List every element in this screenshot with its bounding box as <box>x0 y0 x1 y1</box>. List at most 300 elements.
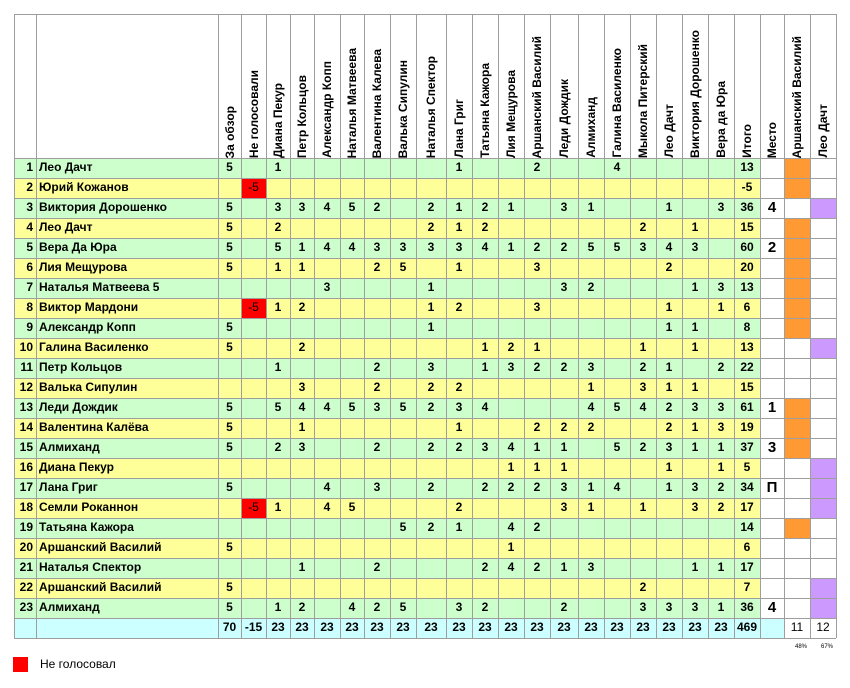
score-cell: 3 <box>290 438 314 458</box>
score-cell: 3 <box>416 358 446 378</box>
score-cell: 5 <box>340 498 364 518</box>
score-cell: 2 <box>416 438 446 458</box>
score-cell: 1 <box>630 338 656 358</box>
score-cell: 2 <box>416 398 446 418</box>
score-cell: 2 <box>472 478 498 498</box>
score-cell: 2 <box>524 358 550 378</box>
row-name: Алмиханд <box>36 438 218 458</box>
score-cell: 5 <box>218 218 241 238</box>
score-cell: 3 <box>682 598 708 618</box>
column-header-label: Мыкола Питерский <box>636 43 650 158</box>
row-number: 20 <box>14 538 36 558</box>
percent-left: 48% <box>795 644 808 650</box>
column-header-label: Галина Василенко <box>610 48 624 158</box>
score-cell: 4 <box>578 398 604 418</box>
score-cell: 2 <box>416 198 446 218</box>
column-header-label: Лео Дачт <box>662 104 676 158</box>
score-cell: 1 <box>656 478 682 498</box>
row-number: 3 <box>14 198 36 218</box>
score-cell: 1 <box>498 198 524 218</box>
score-cell: 5 <box>218 578 241 598</box>
total-cell: 13 <box>734 158 760 178</box>
score-cell: 1 <box>498 458 524 478</box>
score-cell: 3 <box>446 398 472 418</box>
footer-total: 23 <box>524 618 550 638</box>
score-cell: 3 <box>266 198 290 218</box>
score-cell: 4 <box>498 518 524 538</box>
place-cell: П <box>760 478 784 498</box>
score-cell: 2 <box>524 518 550 538</box>
footer-total: 70 <box>218 618 241 638</box>
score-cell: 1 <box>708 598 734 618</box>
footer-total: -15 <box>241 618 266 638</box>
score-cell: 2 <box>656 258 682 278</box>
row-number: 1 <box>14 158 36 178</box>
place-cell: 1 <box>760 398 784 418</box>
score-cell: 3 <box>290 198 314 218</box>
score-cell: 2 <box>550 598 578 618</box>
column-header-label: Вера да Юра <box>714 81 728 158</box>
score-cell: 2 <box>290 338 314 358</box>
score-cell: 4 <box>314 198 340 218</box>
score-cell: 2 <box>630 218 656 238</box>
score-cell: 1 <box>682 218 708 238</box>
row-number: 22 <box>14 578 36 598</box>
footer-total: 11 <box>784 618 810 638</box>
score-cell: 2 <box>708 478 734 498</box>
row-name: Наталья Матвеева 5 <box>36 278 218 298</box>
score-cell: 1 <box>472 338 498 358</box>
score-cell: 1 <box>656 458 682 478</box>
row-number: 10 <box>14 338 36 358</box>
score-cell: 2 <box>472 198 498 218</box>
score-cell: 1 <box>656 318 682 338</box>
score-cell: 1 <box>682 278 708 298</box>
score-cell: 4 <box>656 238 682 258</box>
score-cell: 2 <box>550 238 578 258</box>
score-cell: 4 <box>340 238 364 258</box>
row-number: 13 <box>14 398 36 418</box>
score-cell: 3 <box>446 238 472 258</box>
footer-total: 23 <box>446 618 472 638</box>
footer-total: 23 <box>578 618 604 638</box>
score-cell: 1 <box>498 538 524 558</box>
column-header-label: Наталья Спектор <box>424 55 438 158</box>
score-cell: 2 <box>416 478 446 498</box>
footer-total: 23 <box>266 618 290 638</box>
score-cell: 2 <box>524 478 550 498</box>
footer-total: 23 <box>604 618 630 638</box>
footer-total: 23 <box>708 618 734 638</box>
score-cell: 1 <box>550 438 578 458</box>
legend-red-swatch <box>13 657 28 672</box>
column-header-label: Валька Сипулин <box>396 59 410 158</box>
score-cell: 3 <box>446 598 472 618</box>
score-cell: 2 <box>416 218 446 238</box>
row-number: 4 <box>14 218 36 238</box>
score-cell: 3 <box>290 378 314 398</box>
score-cell: 3 <box>578 358 604 378</box>
row-number: 8 <box>14 298 36 318</box>
score-cell: 3 <box>708 418 734 438</box>
total-cell: 15 <box>734 218 760 238</box>
score-cell: 1 <box>416 278 446 298</box>
score-cell: 2 <box>290 598 314 618</box>
column-header-label: Лана Григ <box>452 99 466 158</box>
footer-total: 23 <box>390 618 416 638</box>
score-cell: 3 <box>656 598 682 618</box>
column-header-label: Лия Мещурова <box>504 70 518 158</box>
score-cell: 1 <box>656 378 682 398</box>
row-name: Лия Мещурова <box>36 258 218 278</box>
score-cell: 1 <box>578 478 604 498</box>
total-cell: 17 <box>734 558 760 578</box>
score-cell: 2 <box>266 218 290 238</box>
row-number: 18 <box>14 498 36 518</box>
score-cell: 3 <box>550 498 578 518</box>
score-cell: 5 <box>218 198 241 218</box>
score-cell: 1 <box>524 338 550 358</box>
score-cell: 1 <box>682 318 708 338</box>
score-cell: 2 <box>472 598 498 618</box>
legend-label: Не голосовал <box>40 657 116 671</box>
score-cell: 3 <box>364 238 390 258</box>
score-cell: 3 <box>524 298 550 318</box>
score-cell: 5 <box>218 418 241 438</box>
total-cell: 37 <box>734 438 760 458</box>
row-name: Семли Роканнон <box>36 498 218 518</box>
score-cell: 5 <box>218 538 241 558</box>
score-cell: 2 <box>364 558 390 578</box>
score-cell: 5 <box>218 238 241 258</box>
row-name: Петр Кольцов <box>36 358 218 378</box>
score-cell: 5 <box>390 258 416 278</box>
score-cell: 3 <box>578 558 604 578</box>
score-cell: -5 <box>241 498 266 518</box>
score-cell: 3 <box>550 278 578 298</box>
score-cell: 2 <box>498 478 524 498</box>
score-cell: 3 <box>682 238 708 258</box>
score-cell: 1 <box>550 558 578 578</box>
score-cell: 2 <box>630 578 656 598</box>
score-cell: 1 <box>290 558 314 578</box>
score-cell: 1 <box>290 238 314 258</box>
score-cell: 1 <box>446 218 472 238</box>
score-cell: 2 <box>364 378 390 398</box>
column-header-label: Аршанский Василий <box>790 35 804 158</box>
total-cell: 20 <box>734 258 760 278</box>
place-cell: 3 <box>760 438 784 458</box>
score-cell: 2 <box>364 198 390 218</box>
total-cell: 36 <box>734 198 760 218</box>
column-header-label: Диана Пекур <box>271 82 285 158</box>
score-cell: 1 <box>416 298 446 318</box>
score-cell: 4 <box>498 558 524 578</box>
column-header-label: Лео Дачт <box>816 104 830 158</box>
total-cell: 7 <box>734 578 760 598</box>
score-cell: 2 <box>578 418 604 438</box>
score-cell: 1 <box>656 298 682 318</box>
total-cell: 19 <box>734 418 760 438</box>
score-cell: 1 <box>708 458 734 478</box>
score-cell: 2 <box>656 418 682 438</box>
column-header-label: Виктория Дорошенко <box>688 30 702 158</box>
score-cell: 2 <box>524 238 550 258</box>
total-cell: 17 <box>734 498 760 518</box>
score-cell: 4 <box>604 158 630 178</box>
score-cell: 1 <box>682 558 708 578</box>
score-cell: 5 <box>604 238 630 258</box>
score-cell: 1 <box>708 558 734 578</box>
row-number: 5 <box>14 238 36 258</box>
row-name: Диана Пекур <box>36 458 218 478</box>
score-cell: 2 <box>416 518 446 538</box>
score-cell: 3 <box>656 438 682 458</box>
score-cell: 4 <box>630 398 656 418</box>
score-cell: 1 <box>656 198 682 218</box>
column-header-label: Леди Дождик <box>557 79 571 158</box>
score-cell: 1 <box>416 318 446 338</box>
score-cell: 1 <box>266 498 290 518</box>
score-cell: 3 <box>630 378 656 398</box>
score-cell: 2 <box>446 378 472 398</box>
row-name: Валька Сипулин <box>36 378 218 398</box>
total-cell: 60 <box>734 238 760 258</box>
score-cell: 2 <box>708 498 734 518</box>
score-cell: 5 <box>218 158 241 178</box>
score-cell: -5 <box>241 298 266 318</box>
footer-total: 23 <box>314 618 340 638</box>
score-cell: 1 <box>446 258 472 278</box>
row-number: 9 <box>14 318 36 338</box>
score-cell: 2 <box>364 438 390 458</box>
score-cell: 2 <box>446 498 472 518</box>
score-cell: 1 <box>290 258 314 278</box>
row-name: Лана Григ <box>36 478 218 498</box>
score-cell: 2 <box>364 258 390 278</box>
score-cell: 1 <box>578 198 604 218</box>
score-cell: 5 <box>390 398 416 418</box>
footer-total: 23 <box>550 618 578 638</box>
score-cell: 1 <box>708 298 734 318</box>
score-cell: 2 <box>364 598 390 618</box>
score-cell: 3 <box>682 478 708 498</box>
score-cell: 1 <box>498 238 524 258</box>
row-number: 14 <box>14 418 36 438</box>
score-cell: 5 <box>218 598 241 618</box>
row-name: Виктория Дорошенко <box>36 198 218 218</box>
footer-total: 23 <box>340 618 364 638</box>
column-header-label: Александр Копп <box>320 61 334 158</box>
score-cell: 3 <box>314 278 340 298</box>
score-cell: 2 <box>446 298 472 318</box>
place-cell: 4 <box>760 598 784 618</box>
score-cell: 2 <box>364 358 390 378</box>
score-cell: 4 <box>498 438 524 458</box>
score-cell: 2 <box>550 418 578 438</box>
score-cell: 2 <box>290 298 314 318</box>
score-cell: 4 <box>314 478 340 498</box>
place-cell: 2 <box>760 238 784 258</box>
score-cell: 1 <box>682 438 708 458</box>
score-cell: 1 <box>524 438 550 458</box>
percent-right: 67% <box>821 644 834 650</box>
score-cell: 1 <box>630 498 656 518</box>
score-cell: 1 <box>446 518 472 538</box>
row-name: Юрий Кожанов <box>36 178 218 198</box>
score-cell: 1 <box>266 598 290 618</box>
row-name: Аршанский Василий <box>36 578 218 598</box>
score-cell: 1 <box>266 358 290 378</box>
score-cell: 3 <box>364 398 390 418</box>
score-cell: 4 <box>340 598 364 618</box>
row-name: Александр Копп <box>36 318 218 338</box>
column-header-label: Наталья Матвеева <box>345 47 359 158</box>
row-number: 23 <box>14 598 36 618</box>
footer-total: 469 <box>734 618 760 638</box>
column-header-label: Итого <box>740 124 754 158</box>
score-cell: 1 <box>446 418 472 438</box>
score-cell: 3 <box>416 238 446 258</box>
total-cell: 13 <box>734 278 760 298</box>
score-cell: 1 <box>682 418 708 438</box>
score-cell: 5 <box>218 438 241 458</box>
score-cell: 2 <box>446 438 472 458</box>
row-name: Аршанский Василий <box>36 538 218 558</box>
score-cell: 5 <box>578 238 604 258</box>
total-cell: -5 <box>734 178 760 198</box>
row-number: 2 <box>14 178 36 198</box>
score-cell: -5 <box>241 178 266 198</box>
score-cell: 2 <box>416 378 446 398</box>
score-cell: 2 <box>524 558 550 578</box>
score-cell: 1 <box>446 158 472 178</box>
score-cell: 2 <box>524 418 550 438</box>
column-header-label: Не голосовали <box>246 69 261 158</box>
column-header-label: За обзор <box>222 105 237 158</box>
row-name: Валентина Калёва <box>36 418 218 438</box>
score-cell: 1 <box>578 378 604 398</box>
row-name: Леди Дождик <box>36 398 218 418</box>
score-cell: 2 <box>630 358 656 378</box>
score-cell: 5 <box>218 478 241 498</box>
score-cell: 1 <box>290 418 314 438</box>
footer-total: 23 <box>656 618 682 638</box>
score-cell: 1 <box>578 498 604 518</box>
row-number: 15 <box>14 438 36 458</box>
footer-total: 23 <box>472 618 498 638</box>
row-name: Галина Василенко <box>36 338 218 358</box>
score-cell: 3 <box>708 198 734 218</box>
score-cell: 2 <box>472 218 498 238</box>
total-cell: 8 <box>734 318 760 338</box>
total-cell: 61 <box>734 398 760 418</box>
score-cell: 3 <box>682 398 708 418</box>
score-cell: 3 <box>364 478 390 498</box>
footer-total: 12 <box>810 618 836 638</box>
footer-total: 23 <box>682 618 708 638</box>
score-cell: 5 <box>340 398 364 418</box>
column-header-label: Татьяна Кажора <box>478 63 492 158</box>
score-cell: 2 <box>472 558 498 578</box>
score-cell: 5 <box>218 258 241 278</box>
score-cell: 5 <box>340 198 364 218</box>
score-cell: 5 <box>390 598 416 618</box>
total-cell: 34 <box>734 478 760 498</box>
score-cell: 3 <box>682 498 708 518</box>
score-cell: 2 <box>266 438 290 458</box>
row-name: Алмиханд <box>36 598 218 618</box>
row-name: Вера Да Юра <box>36 238 218 258</box>
footer-total: 23 <box>630 618 656 638</box>
row-name: Лео Дачт <box>36 158 218 178</box>
place-cell: 4 <box>760 198 784 218</box>
score-cell: 1 <box>682 338 708 358</box>
score-cell: 2 <box>630 438 656 458</box>
column-header-label: Алмиханд <box>584 97 598 158</box>
total-cell: 14 <box>734 518 760 538</box>
total-cell: 6 <box>734 538 760 558</box>
score-cell: 4 <box>472 238 498 258</box>
score-cell: 4 <box>314 498 340 518</box>
score-cell: 1 <box>472 358 498 378</box>
score-cell: 3 <box>550 198 578 218</box>
column-header-label: Валентина Калева <box>370 48 384 158</box>
score-cell: 1 <box>524 458 550 478</box>
score-cell: 2 <box>524 158 550 178</box>
score-cell: 3 <box>498 358 524 378</box>
score-cell: 4 <box>314 398 340 418</box>
score-cell: 2 <box>550 358 578 378</box>
score-cell: 4 <box>314 238 340 258</box>
row-name: Наталья Спектор <box>36 558 218 578</box>
score-cell: 5 <box>218 318 241 338</box>
footer-total: 23 <box>498 618 524 638</box>
score-cell: 2 <box>656 398 682 418</box>
score-cell: 1 <box>266 298 290 318</box>
row-name: Татьяна Кажора <box>36 518 218 538</box>
score-cell: 5 <box>604 398 630 418</box>
score-cell: 1 <box>550 458 578 478</box>
score-cell: 5 <box>218 338 241 358</box>
score-cell: 5 <box>218 398 241 418</box>
score-cell: 2 <box>578 278 604 298</box>
score-cell: 3 <box>524 258 550 278</box>
score-cell: 3 <box>630 598 656 618</box>
score-cell: 1 <box>446 198 472 218</box>
score-cell: 3 <box>472 438 498 458</box>
total-cell: 13 <box>734 338 760 358</box>
score-cell: 2 <box>708 358 734 378</box>
footer-total: 23 <box>290 618 314 638</box>
row-number: 7 <box>14 278 36 298</box>
total-cell: 22 <box>734 358 760 378</box>
score-cell: 3 <box>630 238 656 258</box>
footer-total: 23 <box>416 618 446 638</box>
score-cell: 5 <box>390 518 416 538</box>
score-cell: 3 <box>550 478 578 498</box>
score-cell: 1 <box>708 438 734 458</box>
score-cell: 5 <box>604 438 630 458</box>
row-number: 6 <box>14 258 36 278</box>
total-cell: 36 <box>734 598 760 618</box>
row-number: 16 <box>14 458 36 478</box>
score-cell: 3 <box>708 398 734 418</box>
score-cell: 3 <box>390 238 416 258</box>
column-header-label: Место <box>765 121 779 158</box>
score-cell: 1 <box>266 258 290 278</box>
total-cell: 5 <box>734 458 760 478</box>
